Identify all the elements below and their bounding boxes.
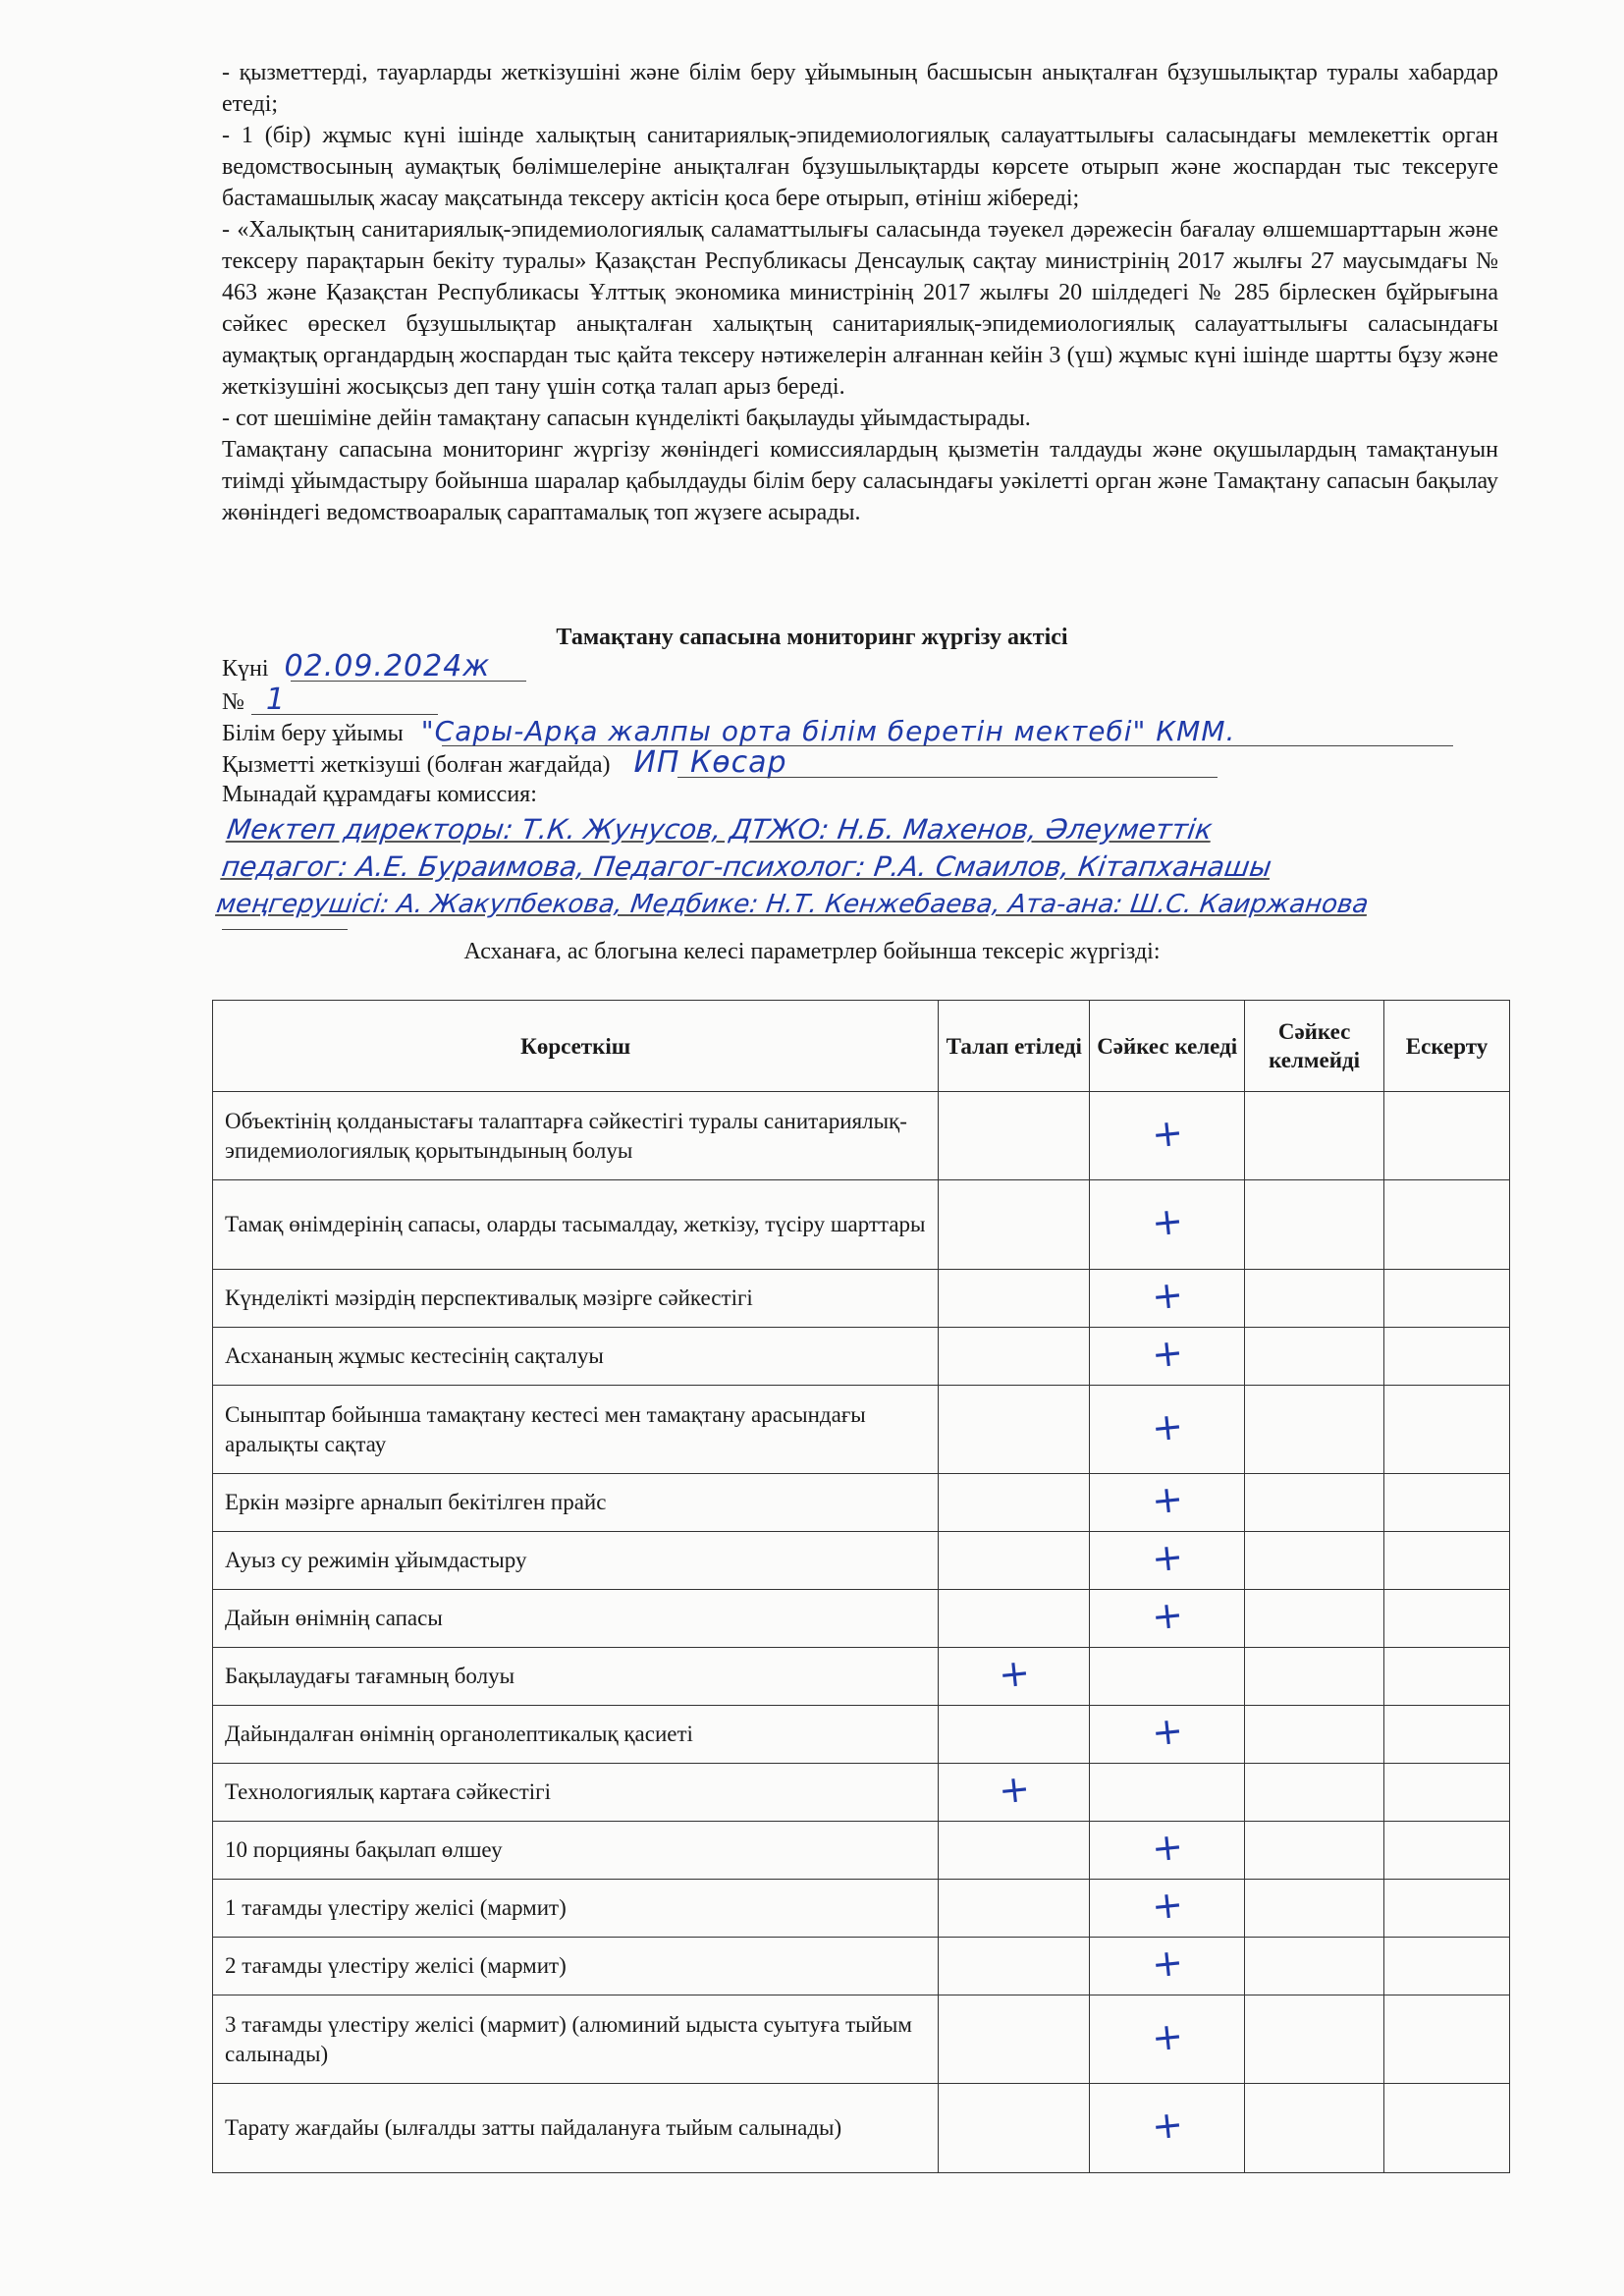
indicator-cell: 2 тағамды үлестіру желісі (мармит) (213, 1938, 939, 1995)
note-cell (1384, 1822, 1510, 1880)
table-row (213, 1706, 1510, 1764)
table-row (213, 1180, 1510, 1270)
indicator-cell: Еркін мәзірге арналып бекітілген прайс (213, 1474, 939, 1532)
note-cell (1384, 1995, 1510, 2084)
number-value: 1 (265, 683, 286, 717)
compliant-cell (1090, 1474, 1245, 1532)
noncompliant-cell (1245, 1328, 1384, 1386)
table-row (213, 1474, 1510, 1532)
supplier-field (222, 745, 787, 780)
params-intro: Асханаға, ас блогына келесі параметрлер бойынша тексеріс жүргізді: (463, 939, 1161, 964)
plus-mark: + (996, 1766, 1032, 1813)
noncompliant-cell (1245, 1180, 1384, 1270)
note-cell (1384, 1328, 1510, 1386)
organization-underline (442, 745, 1453, 746)
plus-mark: + (1149, 1708, 1185, 1755)
note-cell (1384, 1648, 1510, 1706)
noncompliant-cell (1245, 1386, 1384, 1474)
indicator-cell: 3 тағамды үлестіру желісі (мармит) (алюминий ыдыста суытуға тыйым салынады) (213, 1995, 939, 2084)
compliant-cell (1090, 1764, 1245, 1822)
required-cell (939, 1532, 1090, 1590)
compliant-cell (1090, 1092, 1245, 1180)
required-cell (939, 2084, 1090, 2173)
compliant-cell (1090, 1590, 1245, 1648)
table-row (213, 1764, 1510, 1822)
table-row (213, 1590, 1510, 1648)
date-label: Күні (222, 656, 269, 682)
number-underline (251, 714, 438, 715)
required-cell (939, 1590, 1090, 1648)
indicator-cell: Асхананың жұмыс кестесінің сақталуы (213, 1328, 939, 1386)
commission-line: Мектеп директоры: Т.К. Жунусов, ДТЖО: Н.Б. Махенов, Әлеуметтік (225, 813, 1215, 846)
supplier-label: Қызметті жеткізуші (болған жағдайда) (222, 752, 611, 778)
compliant-cell (1090, 1270, 1245, 1328)
required-cell (939, 1270, 1090, 1328)
table-row (213, 2084, 1510, 2173)
note-cell (1384, 1590, 1510, 1648)
note-cell (1384, 1180, 1510, 1270)
noncompliant-cell (1245, 1764, 1384, 1822)
noncompliant-cell (1245, 1270, 1384, 1328)
header-indicator: Көрсеткіш (213, 1001, 939, 1092)
indicator-cell: Күнделікті мәзірдің перспективалық мәзірге сәйкестігі (213, 1270, 939, 1328)
header-noncompliant: Сәйкес келмейді (1245, 1001, 1384, 1092)
note-cell (1384, 2084, 1510, 2173)
noncompliant-cell (1245, 1706, 1384, 1764)
header-note: Ескерту (1384, 1001, 1510, 1092)
indicator-cell: Дайындалған өнімнің органолептикалық қасиеті (213, 1706, 939, 1764)
intro-text (222, 57, 1498, 528)
plus-mark: + (1149, 1534, 1185, 1581)
plus-mark: + (1149, 1272, 1185, 1319)
noncompliant-cell (1245, 1474, 1384, 1532)
note-cell (1384, 1764, 1510, 1822)
plus-mark: + (1149, 1109, 1185, 1157)
indicator-cell: Дайын өнімнің сапасы (213, 1590, 939, 1648)
noncompliant-cell (1245, 2084, 1384, 2173)
note-cell (1384, 1532, 1510, 1590)
indicator-cell: Тарату жағдайы (ылғалды затты пайдалануға тыйым салынады) (213, 2084, 939, 2173)
intro-paragraph: - сот шешіміне дейін тамақтану сапасын күнделікті бақылауды ұйымдастырады. (222, 406, 1031, 431)
note-cell (1384, 1474, 1510, 1532)
table-header-row (213, 1001, 1510, 1092)
plus-mark: + (1149, 1940, 1185, 1987)
required-cell (939, 1880, 1090, 1938)
plus-mark: + (1149, 1476, 1185, 1523)
compliant-cell (1090, 2084, 1245, 2173)
date-field (222, 649, 491, 683)
table-row (213, 1995, 1510, 2084)
compliant-cell (1090, 1328, 1245, 1386)
intro-paragraph: - қызметтерді, тауарларды жеткізушіні және білім беру ұйымының басшысын анықталған бұзушылықтар туралы хабардар етеді; (222, 60, 1498, 117)
indicator-cell: Бақылаудағы тағамның болуы (213, 1648, 939, 1706)
table-row (213, 1532, 1510, 1590)
number-label: № (222, 689, 244, 715)
number-field (222, 685, 286, 717)
commission-label: Мынадай құрамдағы комиссия: (222, 782, 537, 807)
indicator-cell: 1 тағамды үлестіру желісі (мармит) (213, 1880, 939, 1938)
organization-label: Білім беру ұйымы (222, 721, 404, 746)
compliant-cell (1090, 1822, 1245, 1880)
date-underline (291, 681, 526, 682)
compliant-cell (1090, 1648, 1245, 1706)
required-cell (939, 1822, 1090, 1880)
note-cell (1384, 1706, 1510, 1764)
noncompliant-cell (1245, 1092, 1384, 1180)
plus-mark: + (1149, 1824, 1185, 1871)
table-row (213, 1938, 1510, 1995)
table-row (213, 1822, 1510, 1880)
table-row (213, 1648, 1510, 1706)
header-required: Талап етіледі (939, 1001, 1090, 1092)
commission-line: меңгерушісі: А. Жакупбекова, Медбике: Н.Т. Кенжебаева, Ата-ана: Ш.С. Каиржанова (214, 890, 1371, 919)
required-cell (939, 1474, 1090, 1532)
note-cell (1384, 1092, 1510, 1180)
date-value: 02.09.2024ж (284, 649, 491, 683)
intro-paragraph: - 1 (бір) жұмыс күні ішінде халықтың санитариялық-эпидемиологиялық салауаттылығы саласындағы мемлекеттік орган ведомствосының аумақтық бөлімшелеріне анықталған бұзушылықтарды көрсете отырып және жоспардан тыс тексеруге бастамашылық жасау мақсатында тексеру актісін қоса бере отырып, өтініш жібереді; (222, 123, 1498, 211)
plus-mark: + (1149, 1882, 1185, 1929)
note-cell (1384, 1270, 1510, 1328)
commission-members (214, 811, 1604, 923)
required-cell (939, 1706, 1090, 1764)
noncompliant-cell (1245, 1532, 1384, 1590)
plus-mark: + (1149, 1198, 1185, 1245)
compliant-cell (1090, 1386, 1245, 1474)
required-cell (939, 1180, 1090, 1270)
table-row (213, 1386, 1510, 1474)
noncompliant-cell (1245, 1822, 1384, 1880)
plus-mark: + (1149, 1402, 1185, 1450)
compliant-cell (1090, 1180, 1245, 1270)
compliant-cell (1090, 1938, 1245, 1995)
note-cell (1384, 1880, 1510, 1938)
table-row (213, 1880, 1510, 1938)
supplier-value: ИП Көсар (633, 745, 787, 780)
table-row (213, 1270, 1510, 1328)
compliant-cell (1090, 1995, 1245, 2084)
indicator-cell: Технологиялық картаға сәйкестігі (213, 1764, 939, 1822)
commission-line: педагог: А.Е. Бураимова, Педагог-психолог: Р.А. Смаилов, Кітапханашы (219, 850, 1274, 883)
intro-paragraph: Тамақтану сапасына мониторинг жүргізу жөніндегі комиссиялардың қызметін талдауды және оқушылардың тамақтануын тиімді ұйымдастыру бойынша шаралар қабылдауды білім беру саласындағы уәкілетті орган және Тамақтану сапасын бақылау жөніндегі ведомствоаралық сараптамалық топ жүзеге асырады. (222, 437, 1498, 525)
indicator-cell: Объектінің қолданыстағы талаптарға сәйкестігі туралы санитариялық-эпидемиологиялық қорытындының болуы (213, 1092, 939, 1180)
note-cell (1384, 1386, 1510, 1474)
noncompliant-cell (1245, 1880, 1384, 1938)
compliant-cell (1090, 1880, 1245, 1938)
required-cell (939, 1995, 1090, 2084)
noncompliant-cell (1245, 1995, 1384, 2084)
required-cell (939, 1938, 1090, 1995)
noncompliant-cell (1245, 1648, 1384, 1706)
organization-field (222, 717, 1235, 748)
indicator-cell: Ауыз су режимін ұйымдастыру (213, 1532, 939, 1590)
inspection-table (212, 1000, 1510, 2173)
indicator-cell: Тамақ өнімдерінің сапасы, оларды тасымалдау, жеткізу, түсіру шарттары (213, 1180, 939, 1270)
table-row (213, 1092, 1510, 1180)
supplier-underline (677, 777, 1218, 778)
plus-mark: + (1149, 1592, 1185, 1639)
required-cell (939, 1092, 1090, 1180)
plus-mark: + (1149, 2102, 1185, 2149)
indicator-cell: 10 порцияны бақылап өлшеу (213, 1822, 939, 1880)
organization-value: "Сары-Арқа жалпы орта білім беретін мектебі" КММ. (420, 715, 1236, 747)
indicator-cell: Сыныптар бойынша тамақтану кестесі мен тамақтану арасындағы аралықты сақтау (213, 1386, 939, 1474)
header-compliant: Сәйкес келеді (1090, 1001, 1245, 1092)
intro-paragraph: - «Халықтың санитариялық-эпидемиологиялық саламаттылығы саласында тәуекел дәрежесін бағалау өлшемшарттарын және тексеру парақтарын бекіту туралы» Қазақстан Республикасы Денсаулық сақтау министрінің 2017 жылғы 27 маусымдағы № 463 және Қазақстан Республикасы Ұлттық экономика министрінің 2017 жылғы 20 шілдедегі № 285 бірлескен бұйрығына сәйкес өрескел бұзушылықтар анықталған халықтың санитариялық-эпидемиологиялық салауаттылығы саласындағы аумақтық органдардың жоспардан тыс қайта тексеру нәтижелерін алғаннан кейін 3 (үш) жұмыс күні ішінде шартты бұзу және жеткізушіні жосықсыз деп тану үшін сотқа талап арыз береді. (222, 217, 1498, 400)
note-cell (1384, 1938, 1510, 1995)
plus-mark: + (996, 1650, 1032, 1697)
required-cell (939, 1648, 1090, 1706)
act-title: Тамақтану сапасына мониторинг жүргізу актісі (556, 625, 1068, 650)
noncompliant-cell (1245, 1938, 1384, 1995)
required-cell (939, 1386, 1090, 1474)
table-row (213, 1328, 1510, 1386)
compliant-cell (1090, 1706, 1245, 1764)
required-cell (939, 1764, 1090, 1822)
plus-mark: + (1149, 1330, 1185, 1377)
compliant-cell (1090, 1532, 1245, 1590)
noncompliant-cell (1245, 1590, 1384, 1648)
commission-underline (222, 929, 348, 930)
required-cell (939, 1328, 1090, 1386)
plus-mark: + (1149, 2012, 1185, 2060)
